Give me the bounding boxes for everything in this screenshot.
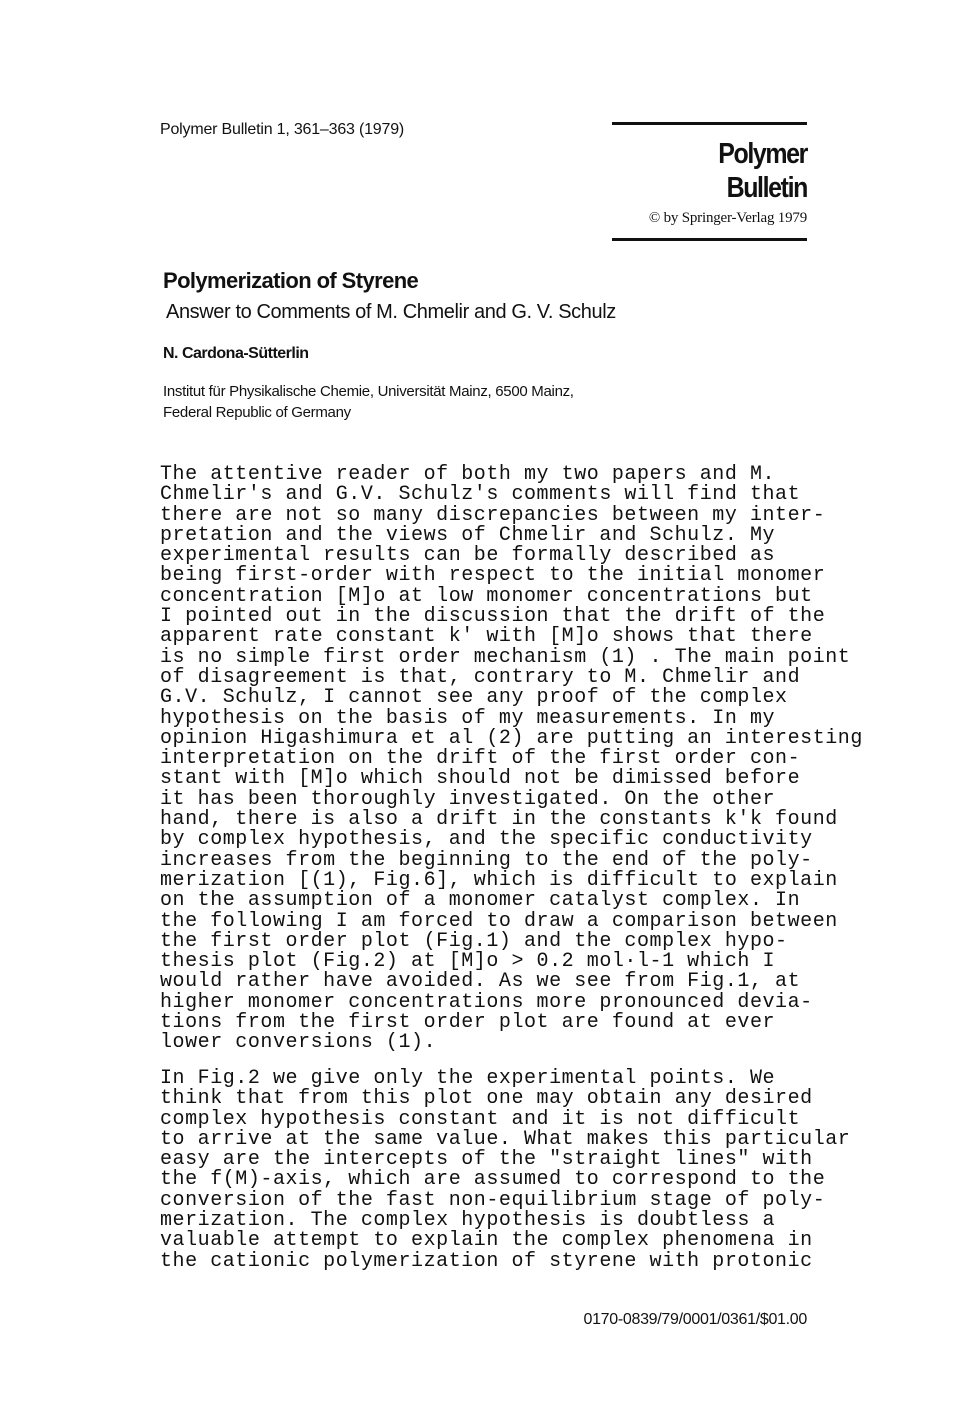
author-affiliation [163, 381, 574, 423]
article-title: Polymerization of Styrene [163, 268, 419, 293]
journal-citation: Polymer Bulletin 1, 361–363 (1979) [160, 121, 405, 138]
masthead-top-rule [612, 122, 807, 125]
article-subtitle: Answer to Comments of M. Chmelir and G. V. Schulz [166, 301, 616, 323]
author-name: N. Cardona-Sütterlin [163, 345, 309, 362]
masthead-bottom-rule [612, 238, 807, 241]
copyright-notice: © by Springer-Verlag 1979 [648, 210, 807, 226]
affiliation-line: Institut für Physikalische Chemie, Universität Mainz, 6500 Mainz, [163, 383, 574, 400]
article-code: 0170-0839/79/0001/0361/$01.00 [583, 1311, 807, 1328]
affiliation-line: Federal Republic of Germany [163, 404, 351, 421]
body-paragraph-1: The attentive reader of both my two papers and M. Chmelir's and G.V. Schulz's comments will find that there are not so many discrepancies between my inter- pretation and the views of Chmelir and Schulz. My experimental results can be formally described as being first-order with respect to the initial monomer concentration [M]o at low monomer concentrations but I pointed out in the discussion that the drift of the apparent rate constant k' with [M]o shows that there is no simple first order mechanism (1) . The main point of disagreement is that, contrary to M. Chmelir and G.V. Schulz, I cannot see any proof of the complex hypothesis on the basis of my measurements. In my opinion Higashimura et al (2) are putting an interesting interpretation on the drift of the first order con- stant with [M]o which should not be dimissed before it has been thoroughly investigated. On the other hand, there is also a drift in the constants k'k found by complex hypothesis, and the specific conductivity increases from the beginning to the end of the poly- merization [(1), Fig.6], which is difficult to explain on the assumption of a monomer catalyst complex. In the following I am forced to draw a comparison between the first order plot (Fig.1) and the complex hypo- thesis plot (Fig.2) at [M]o > 0.2 mol·l-1 which I would rather have avoided. As we see from Fig.1, at higher monomer concentrations more pronounced devia- tions from the first order plot are found at ever lower conversions (1). [160, 463, 863, 1055]
body-paragraph-2: In Fig.2 we give only the experimental points. We think that from this plot one may obtain any desired complex hypothesis constant and it is not difficult to arrive at the same value. What makes this particular easy are the intercepts of the "straight lines" with the f(M)-axis, which are assumed to correspond to the conversion of the fast non-equilibrium stage of poly- merization. The complex hypothesis is doubtless a valuable attempt to explain the complex phenomena in the cationic polymerization of styrene with protonic [160, 1067, 851, 1273]
journal-name: Polymer Bulletin [718, 138, 807, 204]
journal-masthead [612, 122, 807, 241]
